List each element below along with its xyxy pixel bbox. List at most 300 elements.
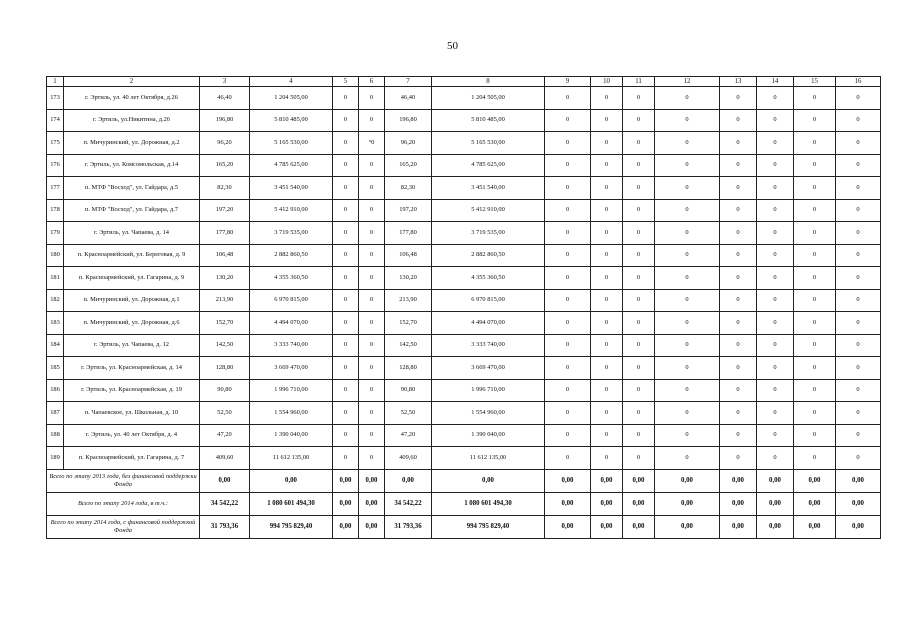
row-number-cell: 185 <box>47 357 64 380</box>
value-cell: 0 <box>591 177 623 200</box>
value-cell: 0 <box>794 177 836 200</box>
value-cell: 0 <box>757 312 794 335</box>
totals-value-cell: 0,00 <box>545 515 591 538</box>
table-row <box>47 402 881 425</box>
value-cell: 0 <box>836 267 881 290</box>
row-number-cell: 189 <box>47 447 64 470</box>
totals-value-cell: 0,00 <box>591 469 623 492</box>
value-cell: 0 <box>359 154 385 177</box>
table-row <box>47 267 881 290</box>
value-cell: 0 <box>359 109 385 132</box>
value-cell: 0 <box>720 199 757 222</box>
column-number-cell: 8 <box>432 77 545 87</box>
value-cell: 152,70 <box>385 312 432 335</box>
value-cell: 0 <box>545 424 591 447</box>
value-cell: 0 <box>623 222 655 245</box>
value-cell: 4 355 360,50 <box>432 267 545 290</box>
value-cell: 0 <box>591 402 623 425</box>
value-cell: 409,60 <box>200 447 250 470</box>
value-cell: 1 204 505,00 <box>432 87 545 110</box>
value-cell: 0 <box>545 177 591 200</box>
value-cell: 0 <box>591 267 623 290</box>
value-cell: 130,20 <box>200 267 250 290</box>
value-cell: 128,80 <box>200 357 250 380</box>
row-number-cell: 183 <box>47 312 64 335</box>
value-cell: 82,30 <box>385 177 432 200</box>
value-cell: 5 165 530,00 <box>250 132 333 155</box>
value-cell: 165,20 <box>200 154 250 177</box>
value-cell: 0 <box>359 312 385 335</box>
value-cell: 4 785 625,00 <box>432 154 545 177</box>
totals-value-cell: 34 542,22 <box>200 492 250 515</box>
value-cell: 197,20 <box>385 199 432 222</box>
value-cell: 0 <box>591 132 623 155</box>
value-cell: 0 <box>794 357 836 380</box>
value-cell: 11 612 135,00 <box>250 447 333 470</box>
value-cell: °0 <box>359 132 385 155</box>
table-row <box>47 447 881 470</box>
column-number-cell: 2 <box>64 77 200 87</box>
value-cell: 0 <box>757 109 794 132</box>
value-cell: 3 451 540,00 <box>432 177 545 200</box>
totals-value-cell: 0,00 <box>200 469 250 492</box>
address-cell: г. Эртиль, ул. Чапаева, д. 14 <box>64 222 200 245</box>
value-cell: 0 <box>333 289 359 312</box>
table-row <box>47 289 881 312</box>
column-number-cell: 12 <box>655 77 720 87</box>
value-cell: 0 <box>333 379 359 402</box>
value-cell: 142,50 <box>385 334 432 357</box>
value-cell: 0 <box>794 312 836 335</box>
value-cell: 0 <box>545 447 591 470</box>
value-cell: 0 <box>359 357 385 380</box>
table-row <box>47 109 881 132</box>
row-number-cell: 180 <box>47 244 64 267</box>
value-cell: 0 <box>757 244 794 267</box>
value-cell: 0 <box>623 289 655 312</box>
value-cell: 0 <box>836 312 881 335</box>
table-row <box>47 334 881 357</box>
value-cell: 0 <box>623 267 655 290</box>
column-number-cell: 3 <box>200 77 250 87</box>
address-cell: п. МТФ "Восход", ул. Гайдара, д.5 <box>64 177 200 200</box>
value-cell: 4 785 625,00 <box>250 154 333 177</box>
address-cell: г. Эртиль, ул. 40 лет Октября, д. 4 <box>64 424 200 447</box>
column-number-cell: 15 <box>794 77 836 87</box>
value-cell: 0 <box>545 109 591 132</box>
totals-value-cell: 0,00 <box>333 492 359 515</box>
value-cell: 0 <box>720 447 757 470</box>
value-cell: 165,20 <box>385 154 432 177</box>
value-cell: 0 <box>836 87 881 110</box>
totals-value-cell: 0,00 <box>757 515 794 538</box>
value-cell: 0 <box>655 447 720 470</box>
value-cell: 213,90 <box>385 289 432 312</box>
value-cell: 0 <box>720 177 757 200</box>
value-cell: 0 <box>333 222 359 245</box>
totals-value-cell: 0,00 <box>623 492 655 515</box>
table-row <box>47 244 881 267</box>
value-cell: 0 <box>333 312 359 335</box>
value-cell: 0 <box>591 379 623 402</box>
value-cell: 82,30 <box>200 177 250 200</box>
totals-value-cell: 0,00 <box>333 515 359 538</box>
value-cell: 0 <box>655 312 720 335</box>
totals-value-cell: 0,00 <box>655 469 720 492</box>
value-cell: 5 810 485,00 <box>432 109 545 132</box>
value-cell: 0 <box>359 244 385 267</box>
value-cell: 0 <box>333 357 359 380</box>
value-cell: 0 <box>545 312 591 335</box>
value-cell: 0 <box>757 154 794 177</box>
value-cell: 0 <box>757 334 794 357</box>
totals-value-cell: 0,00 <box>591 515 623 538</box>
value-cell: 0 <box>720 379 757 402</box>
row-number-cell: 178 <box>47 199 64 222</box>
value-cell: 0 <box>794 132 836 155</box>
address-cell: г. Эртиль, ул. 40 лет Октября, д.26 <box>64 87 200 110</box>
value-cell: 0 <box>757 267 794 290</box>
totals-value-cell: 34 542,22 <box>385 492 432 515</box>
value-cell: 0 <box>359 424 385 447</box>
totals-value-cell: 0,00 <box>250 469 333 492</box>
value-cell: 0 <box>545 87 591 110</box>
column-number-cell: 4 <box>250 77 333 87</box>
row-number-cell: 188 <box>47 424 64 447</box>
value-cell: 1 204 505,00 <box>250 87 333 110</box>
value-cell: 4 494 070,00 <box>250 312 333 335</box>
value-cell: 5 165 530,00 <box>432 132 545 155</box>
value-cell: 5 412 910,00 <box>250 199 333 222</box>
value-cell: 0 <box>623 312 655 335</box>
value-cell: 11 612 135,00 <box>432 447 545 470</box>
value-cell: 90,80 <box>385 379 432 402</box>
value-cell: 0 <box>623 154 655 177</box>
column-number-cell: 7 <box>385 77 432 87</box>
totals-value-cell: 1 080 601 494,30 <box>432 492 545 515</box>
value-cell: 0 <box>333 334 359 357</box>
value-cell: 0 <box>623 109 655 132</box>
address-cell: г. Эртиль, ул. Красноармейская, д. 19 <box>64 379 200 402</box>
column-number-cell: 14 <box>757 77 794 87</box>
value-cell: 52,50 <box>200 402 250 425</box>
value-cell: 6 970 815,00 <box>250 289 333 312</box>
value-cell: 177,80 <box>385 222 432 245</box>
value-cell: 4 355 360,50 <box>250 267 333 290</box>
value-cell: 96,20 <box>385 132 432 155</box>
value-cell: 0 <box>591 87 623 110</box>
totals-value-cell: 0,00 <box>359 469 385 492</box>
column-number-cell: 9 <box>545 77 591 87</box>
totals-value-cell: 0,00 <box>655 492 720 515</box>
value-cell: 0 <box>757 402 794 425</box>
row-number-cell: 176 <box>47 154 64 177</box>
value-cell: 0 <box>623 357 655 380</box>
value-cell: 0 <box>623 334 655 357</box>
value-cell: 0 <box>655 424 720 447</box>
totals-label-cell: Всего по этапу 2013 года, без финансовой поддержки Фонда <box>47 469 200 492</box>
value-cell: 0 <box>591 447 623 470</box>
address-cell: г. Эртиль, ул.Никитина, д.26 <box>64 109 200 132</box>
value-cell: 0 <box>720 267 757 290</box>
value-cell: 0 <box>655 267 720 290</box>
value-cell: 0 <box>836 222 881 245</box>
totals-label-cell: Всего по этапу 2014 года, с финансовой поддержкой Фонда <box>47 515 200 538</box>
value-cell: 177,80 <box>200 222 250 245</box>
value-cell: 3 333 740,00 <box>432 334 545 357</box>
page-number: 50 <box>447 40 458 52</box>
column-number-cell: 1 <box>47 77 64 87</box>
value-cell: 0 <box>545 379 591 402</box>
table-row <box>47 357 881 380</box>
value-cell: 0 <box>545 267 591 290</box>
totals-row <box>47 492 881 515</box>
value-cell: 0 <box>794 109 836 132</box>
totals-value-cell: 1 080 601 494,30 <box>250 492 333 515</box>
row-number-cell: 182 <box>47 289 64 312</box>
value-cell: 96,20 <box>200 132 250 155</box>
address-cell: п. Красноармейский, ул. Гагарина, д. 9 <box>64 267 200 290</box>
value-cell: 0 <box>794 87 836 110</box>
value-cell: 0 <box>655 379 720 402</box>
value-cell: 0 <box>623 402 655 425</box>
column-number-cell: 10 <box>591 77 623 87</box>
value-cell: 6 970 815,00 <box>432 289 545 312</box>
value-cell: 1 390 040,00 <box>250 424 333 447</box>
value-cell: 46,40 <box>200 87 250 110</box>
value-cell: 0 <box>720 289 757 312</box>
value-cell: 0 <box>655 289 720 312</box>
totals-value-cell: 0,00 <box>591 492 623 515</box>
value-cell: 0 <box>836 199 881 222</box>
value-cell: 0 <box>591 109 623 132</box>
value-cell: 0 <box>623 424 655 447</box>
value-cell: 0 <box>359 447 385 470</box>
row-number-cell: 187 <box>47 402 64 425</box>
value-cell: 0 <box>794 222 836 245</box>
value-cell: 1 996 710,00 <box>250 379 333 402</box>
value-cell: 47,20 <box>200 424 250 447</box>
value-cell: 0 <box>591 357 623 380</box>
value-cell: 152,70 <box>200 312 250 335</box>
value-cell: 0 <box>655 402 720 425</box>
totals-value-cell: 0,00 <box>359 515 385 538</box>
value-cell: 1 996 710,00 <box>432 379 545 402</box>
value-cell: 0 <box>794 379 836 402</box>
value-cell: 196,80 <box>200 109 250 132</box>
value-cell: 0 <box>720 357 757 380</box>
column-number-cell: 13 <box>720 77 757 87</box>
value-cell: 0 <box>591 334 623 357</box>
value-cell: 142,50 <box>200 334 250 357</box>
totals-value-cell: 0,00 <box>794 492 836 515</box>
header-row <box>47 77 881 87</box>
value-cell: 0 <box>359 334 385 357</box>
value-cell: 0 <box>545 132 591 155</box>
value-cell: 0 <box>545 199 591 222</box>
value-cell: 0 <box>333 244 359 267</box>
value-cell: 0 <box>836 177 881 200</box>
totals-value-cell: 0,00 <box>836 469 881 492</box>
value-cell: 0 <box>836 424 881 447</box>
value-cell: 0 <box>655 222 720 245</box>
value-cell: 0 <box>545 244 591 267</box>
table-row <box>47 424 881 447</box>
value-cell: 0 <box>720 312 757 335</box>
value-cell: 0 <box>836 357 881 380</box>
value-cell: 106,48 <box>385 244 432 267</box>
value-cell: 46,40 <box>385 87 432 110</box>
value-cell: 0 <box>333 402 359 425</box>
totals-value-cell: 0,00 <box>623 515 655 538</box>
table-row <box>47 199 881 222</box>
totals-value-cell: 994 795 829,40 <box>250 515 333 538</box>
value-cell: 0 <box>757 177 794 200</box>
value-cell: 0 <box>836 289 881 312</box>
value-cell: 0 <box>623 87 655 110</box>
value-cell: 0 <box>333 109 359 132</box>
totals-value-cell: 0,00 <box>655 515 720 538</box>
table-row <box>47 222 881 245</box>
value-cell: 5 810 485,00 <box>250 109 333 132</box>
value-cell: 0 <box>655 244 720 267</box>
value-cell: 0 <box>333 132 359 155</box>
value-cell: 0 <box>794 424 836 447</box>
value-cell: 3 669 470,00 <box>432 357 545 380</box>
address-cell: г. Эртиль, ул. Чапаева, д. 12 <box>64 334 200 357</box>
value-cell: 3 669 470,00 <box>250 357 333 380</box>
housing-program-table <box>46 76 881 539</box>
totals-value-cell: 0,00 <box>757 469 794 492</box>
value-cell: 0 <box>591 154 623 177</box>
address-cell: п. Мичуринский, ул. Дорожная, д.1 <box>64 289 200 312</box>
value-cell: 1 554 960,00 <box>250 402 333 425</box>
value-cell: 0 <box>623 379 655 402</box>
value-cell: 0 <box>655 177 720 200</box>
value-cell: 0 <box>757 87 794 110</box>
row-number-cell: 179 <box>47 222 64 245</box>
totals-label-cell: Всего по этапу 2014 года, в т.ч.: <box>47 492 200 515</box>
row-number-cell: 184 <box>47 334 64 357</box>
value-cell: 0 <box>333 267 359 290</box>
address-cell: п. МТФ "Восход", ул. Гайдара, д.7 <box>64 199 200 222</box>
value-cell: 0 <box>757 424 794 447</box>
totals-value-cell: 0,00 <box>623 469 655 492</box>
value-cell: 47,20 <box>385 424 432 447</box>
totals-value-cell: 994 795 829,40 <box>432 515 545 538</box>
value-cell: 0 <box>591 244 623 267</box>
totals-value-cell: 0,00 <box>720 515 757 538</box>
value-cell: 0 <box>623 132 655 155</box>
value-cell: 0 <box>720 402 757 425</box>
address-cell: п. Красноармейский, ул. Береговая, д. 9 <box>64 244 200 267</box>
table-row <box>47 132 881 155</box>
value-cell: 0 <box>757 199 794 222</box>
value-cell: 0 <box>720 334 757 357</box>
table-row <box>47 312 881 335</box>
value-cell: 1 554 960,00 <box>432 402 545 425</box>
row-number-cell: 186 <box>47 379 64 402</box>
totals-value-cell: 0,00 <box>385 469 432 492</box>
value-cell: 0 <box>359 222 385 245</box>
value-cell: 0 <box>836 402 881 425</box>
value-cell: 0 <box>794 154 836 177</box>
totals-value-cell: 0,00 <box>836 515 881 538</box>
value-cell: 0 <box>655 334 720 357</box>
value-cell: 2 882 860,50 <box>250 244 333 267</box>
totals-value-cell: 31 793,36 <box>385 515 432 538</box>
totals-value-cell: 0,00 <box>545 492 591 515</box>
value-cell: 0 <box>623 244 655 267</box>
value-cell: 0 <box>794 447 836 470</box>
value-cell: 0 <box>655 132 720 155</box>
value-cell: 0 <box>720 424 757 447</box>
value-cell: 0 <box>545 154 591 177</box>
value-cell: 0 <box>655 154 720 177</box>
value-cell: 0 <box>359 379 385 402</box>
totals-row <box>47 469 881 492</box>
value-cell: 197,20 <box>200 199 250 222</box>
value-cell: 0 <box>333 447 359 470</box>
value-cell: 0 <box>720 109 757 132</box>
value-cell: 0 <box>591 312 623 335</box>
value-cell: 0 <box>794 289 836 312</box>
address-cell: п. Мичуринский, ул. Дорожная, д.2 <box>64 132 200 155</box>
table-row <box>47 87 881 110</box>
address-cell: п. Чапаевское, ул. Школьная, д. 10 <box>64 402 200 425</box>
value-cell: 4 494 070,00 <box>432 312 545 335</box>
table-row <box>47 379 881 402</box>
totals-value-cell: 0,00 <box>359 492 385 515</box>
totals-value-cell: 0,00 <box>432 469 545 492</box>
table-row <box>47 154 881 177</box>
totals-value-cell: 0,00 <box>794 469 836 492</box>
value-cell: 0 <box>836 379 881 402</box>
value-cell: 0 <box>757 379 794 402</box>
value-cell: 0 <box>836 334 881 357</box>
column-number-cell: 6 <box>359 77 385 87</box>
totals-value-cell: 31 793,36 <box>200 515 250 538</box>
value-cell: 130,20 <box>385 267 432 290</box>
value-cell: 0 <box>545 222 591 245</box>
totals-row <box>47 515 881 538</box>
address-cell: п. Мичуринский, ул. Дорожная, д.6 <box>64 312 200 335</box>
value-cell: 0 <box>794 244 836 267</box>
column-number-cell: 5 <box>333 77 359 87</box>
value-cell: 0 <box>757 222 794 245</box>
value-cell: 0 <box>794 267 836 290</box>
value-cell: 0 <box>655 199 720 222</box>
row-number-cell: 181 <box>47 267 64 290</box>
value-cell: 0 <box>720 132 757 155</box>
table-row <box>47 177 881 200</box>
value-cell: 0 <box>545 357 591 380</box>
value-cell: 0 <box>836 154 881 177</box>
value-cell: 0 <box>545 289 591 312</box>
value-cell: 0 <box>794 334 836 357</box>
row-number-cell: 174 <box>47 109 64 132</box>
value-cell: 409,60 <box>385 447 432 470</box>
row-number-cell: 175 <box>47 132 64 155</box>
value-cell: 1 390 040,00 <box>432 424 545 447</box>
value-cell: 0 <box>794 402 836 425</box>
value-cell: 5 412 910,00 <box>432 199 545 222</box>
value-cell: 0 <box>359 402 385 425</box>
value-cell: 0 <box>623 199 655 222</box>
value-cell: 0 <box>655 357 720 380</box>
value-cell: 128,80 <box>385 357 432 380</box>
value-cell: 3 719 535,00 <box>432 222 545 245</box>
